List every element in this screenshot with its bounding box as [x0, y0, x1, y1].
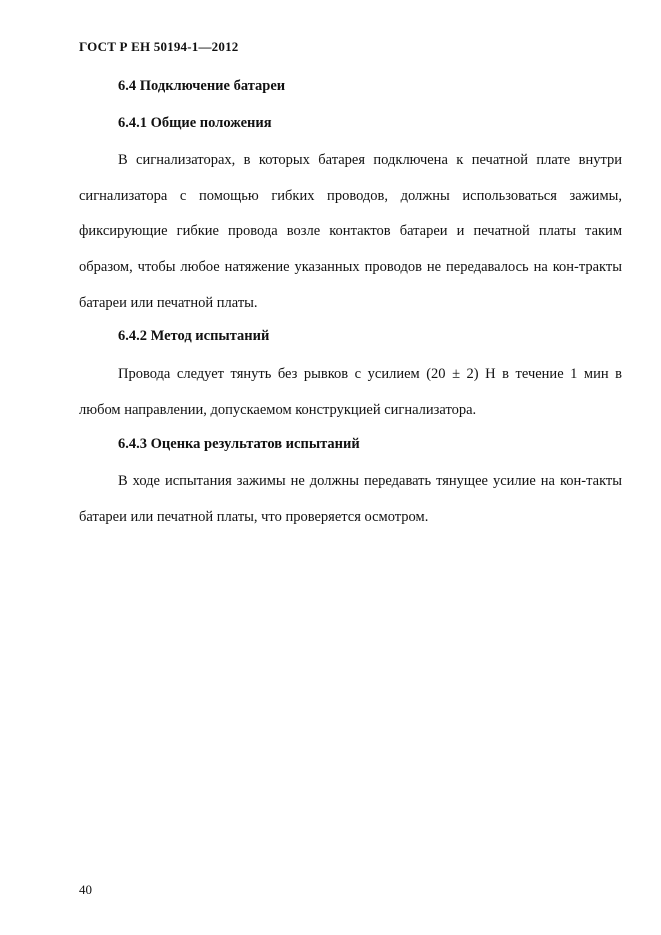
- paragraph-6-4-3: В ходе испытания зажимы не должны передавать тянущее усилие на кон-такты батареи или печатной платы, что проверяется осмотром.: [79, 473, 622, 525]
- heading-6-4: 6.4 Подключение батареи: [118, 78, 286, 94]
- page-number: 40: [79, 882, 92, 897]
- heading-6-4-3: 6.4.3 Оценка результатов испытаний: [118, 436, 360, 452]
- paragraph-6-4-2: Провода следует тянуть без рывков с усилием (20 ± 2) Н в течение 1 мин в любом направлении, допускаемом конструкцией сигнализатора.: [79, 366, 622, 418]
- document-header: ГОСТ Р ЕН 50194-1—2012: [79, 39, 239, 54]
- heading-6-4-1: 6.4.1 Общие положения: [118, 115, 272, 131]
- paragraph-6-4-1: В сигнализаторах, в которых батарея подключена к печатной плате внутри сигнализатора с помощью гибких проводов, должны использоваться зажимы, фиксирующие гибкие провода возле контактов батареи и печатной платы таким образом, чтобы любое натяжение указанных проводов не передавалось на кон-тракты батареи или печатной платы.: [79, 152, 622, 311]
- heading-6-4-2: 6.4.2 Метод испытаний: [118, 328, 270, 344]
